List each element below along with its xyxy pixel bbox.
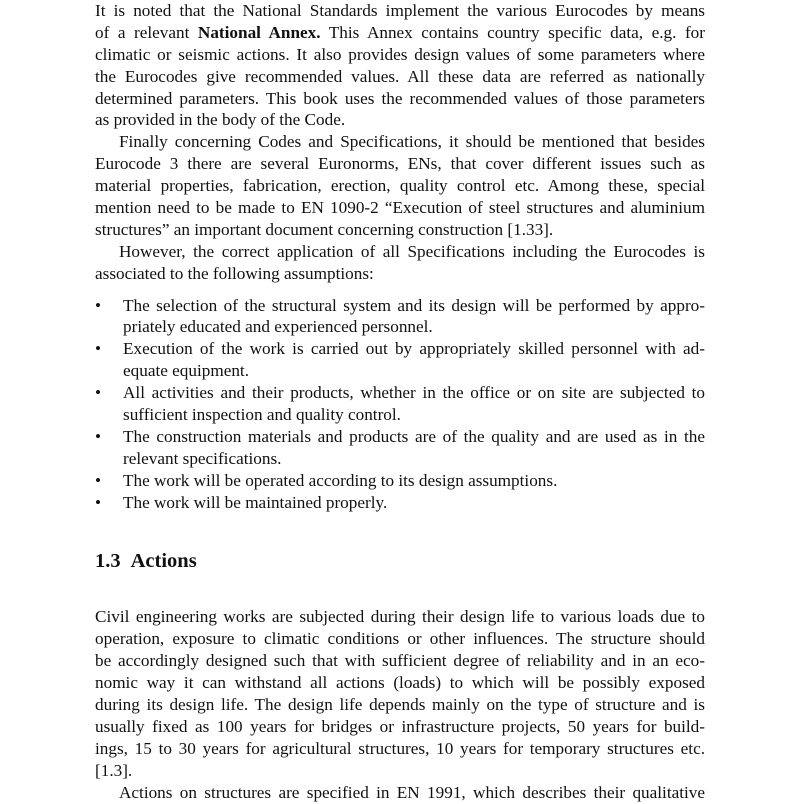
spacer: [95, 513, 705, 548]
document-page: [95, 0, 705, 804]
bullet-icon: •: [95, 295, 102, 315]
assumptions-bullet-list: [95, 295, 705, 514]
text-line: Actions on structures are specified in EN 1991, which describes their qualitative: [119, 782, 705, 802]
bullet-line: [95, 360, 705, 382]
text-line: structures” an important document concerning construction [1.33].: [95, 219, 554, 239]
text-line: operation, exposure to climatic conditions or other influences. The structure should: [95, 629, 705, 649]
list-item-text: The construction materials and products are of the quality and are used as in the: [123, 426, 705, 446]
spacer: [95, 574, 705, 606]
text-span: This Annex contains country specific data, e.g. for: [320, 22, 705, 42]
list-item: [95, 338, 705, 382]
bullet-line: [95, 426, 705, 448]
text-line: It is noted that the National Standards implement the various Eurocodes by means: [95, 1, 705, 20]
text-line: usually fixed as 100 years for bridges or infrastructure projects, 50 years for build-: [95, 716, 705, 736]
text-line: as provided in the body of the Code.: [95, 110, 346, 130]
bullet-line: [95, 338, 705, 360]
bullet-line: [95, 316, 705, 338]
list-item-text: relevant specifications.: [123, 448, 282, 468]
text-line: Finally concerning Codes and Specifications, it should be mentioned that besides: [119, 132, 705, 152]
bullet-icon: •: [95, 470, 102, 490]
list-item-text: The work will be operated according to its design assumptions.: [123, 470, 558, 490]
bullet-line: [95, 404, 705, 426]
text-line: determined parameters. This book uses the recommended values of those parameters: [95, 88, 705, 108]
list-item: [95, 470, 705, 492]
paragraph-actions-en1991: [95, 782, 705, 804]
bullet-line: [95, 295, 705, 317]
bullet-line: [95, 492, 705, 514]
text-line: the Eurocodes give recommended values. All these data are referred as nationally: [95, 66, 705, 86]
paragraph-civil-engineering-works: [95, 606, 705, 781]
bullet-line: [95, 382, 705, 404]
list-item-text: All activities and their products, whether in the office or on site are subjected to: [123, 383, 705, 403]
bullet-line: [95, 448, 705, 470]
text-line: ings, 15 to 30 years for agricultural structures, 10 years for temporary structures etc.: [95, 738, 705, 758]
bullet-icon: •: [95, 339, 102, 359]
text-line: [95, 22, 705, 44]
text-line: [1.3].: [95, 760, 133, 780]
list-item-text: sufficient inspection and quality control.: [123, 405, 401, 425]
paragraph-assumptions-intro: [95, 241, 705, 285]
bullet-icon: •: [95, 383, 102, 403]
paragraph-codes-specifications: [95, 131, 705, 240]
bold-term-national-annex: National Annex.: [197, 22, 321, 42]
text-line: nomic way it can withstand all actions (loads) to which will be possibly exposed: [95, 673, 705, 693]
list-item: [95, 426, 705, 470]
list-item-text: The selection of the structural system and its design will be performed by appro-: [123, 295, 705, 315]
section-number: 1.3: [95, 550, 121, 573]
text-line: material properties, fabrication, erection, quality control etc. Among these, special: [95, 176, 705, 196]
list-item: [95, 492, 705, 514]
section-title: Actions: [130, 550, 197, 573]
text-line: during its design life. The design life depends mainly on the type of structure and is: [95, 695, 705, 715]
text-line: Eurocode 3 there are several Euronorms, ENs, that cover different issues such as: [95, 154, 705, 174]
list-item: [95, 382, 705, 426]
bullet-line: [95, 470, 705, 492]
list-item-text: priately educated and experienced personnel.: [123, 317, 433, 337]
text-line: associated to the following assumptions:: [95, 263, 374, 283]
list-item-text: equate equipment.: [123, 361, 249, 381]
text-line: However, the correct application of all Specifications including the Eurocodes is: [119, 241, 705, 261]
section-heading: [95, 548, 705, 574]
paragraph-national-annex: [95, 0, 705, 131]
list-item-text: The work will be maintained properly.: [123, 492, 388, 512]
bullet-icon: •: [95, 426, 102, 446]
text-line: be accordingly designed such that with sufficient degree of reliability and in an eco-: [95, 651, 705, 671]
text-span: of a relevant: [95, 22, 198, 42]
text-line: mention need to be made to EN 1090-2 “Execution of steel structures and aluminium: [95, 198, 705, 218]
list-item-text: Execution of the work is carried out by appropriately skilled personnel with ad-: [123, 339, 705, 359]
text-line: Civil engineering works are subjected during their design life to various loads due to: [95, 607, 705, 627]
spacer: [95, 285, 705, 295]
list-item: [95, 295, 705, 339]
bullet-icon: •: [95, 492, 102, 512]
text-line: climatic or seismic actions. It also provides design values of some parameters where: [95, 44, 705, 64]
